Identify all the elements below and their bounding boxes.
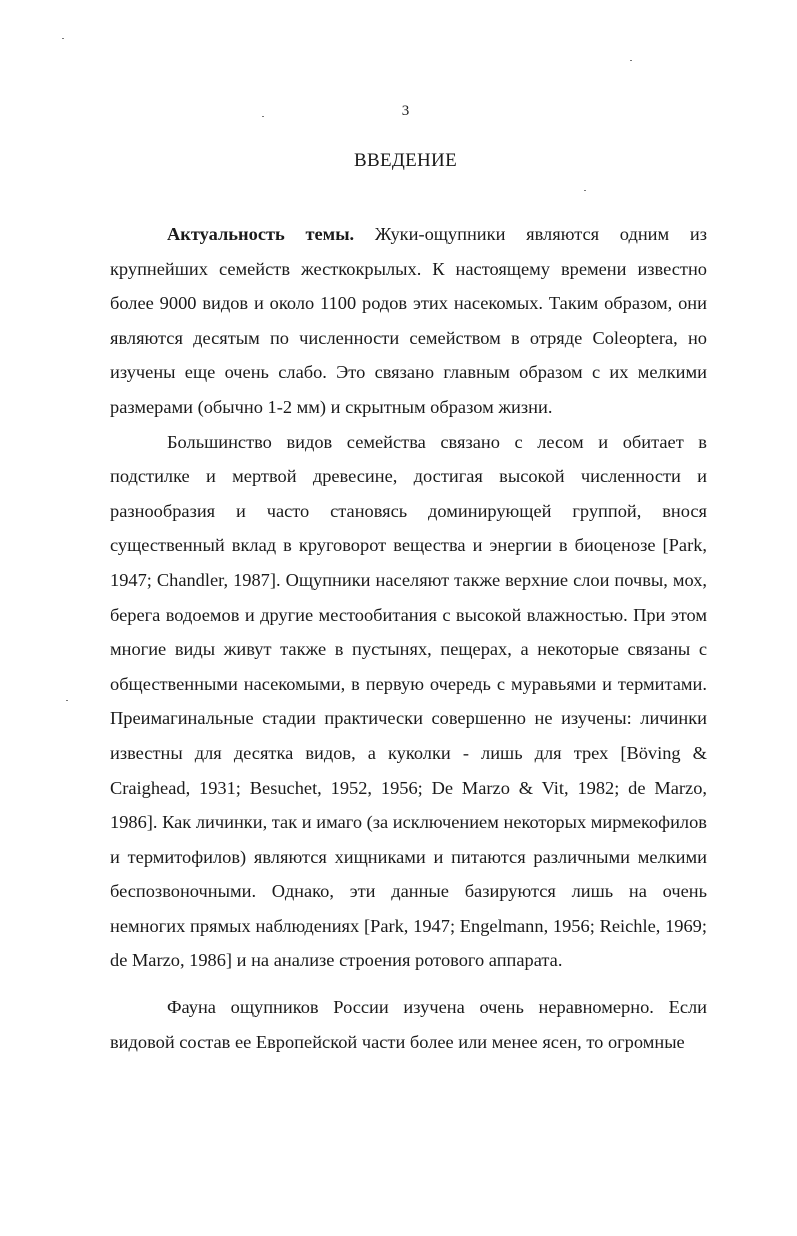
section-heading: ВВЕДЕНИЕ [354, 150, 457, 171]
page-number: 3 [401, 103, 410, 119]
paragraph-fauna: Фауна ощупников России изучена очень неравномерно. Если видовой состав ее Европейской части более или менее ясен, то огромные [110, 997, 707, 1052]
scan-speck [262, 116, 264, 117]
paragraph-habitat: Большинство видов семейства связано с лесом и обитает в подстилке и мертвой древесине, достигая высокой численности и разнообразия и часто становясь доминирующей группой, внося существенный вклад в круговорот вещества и энергии в биоценозе [Park, 1947; Chandler, 1987]. Ощупники населяют также верхние слои почвы, мох, берега водоемов и другие местообитания с высокой влажностью. При этом многие виды живут также в пустынях, пещерах, а некоторые связаны с общественными насекомыми, в первую очередь с муравьями и термитами. Преимагинальные стадии практически совершенно не изучены: личинки известны для десятка видов, а куколки - лишь для трех [Böving & Craighead, 1931; Besuchet, 1952, 1956; De Marzo & Vit, 1982; de Marzo, 1986]. Как личинки, так и имаго (за исключением некоторых мирмекофилов и термитофилов) являются хищниками и питаются различными мелкими беспозвоночными. Однако, эти данные базируются лишь на очень немногих прямых наблюдениях [Park, 1947; Engelmann, 1956; Reichle, 1969; de Marzo, 1986] и на анализе строения ротового аппарата. [110, 431, 707, 971]
scan-speck [584, 190, 586, 191]
body-text [110, 217, 707, 1059]
scan-speck [62, 38, 64, 39]
paragraph-lead: Актуальность темы. [167, 224, 355, 244]
scan-speck [66, 700, 68, 701]
scan-speck [630, 60, 632, 61]
paragraph-relevance [110, 217, 707, 425]
paragraph-text: Жуки-ощупники являются одним из крупнейших семейств жесткокрылых. К настоящему времени известно более 9000 видов и около 1100 родов этих насекомых. Таким образом, они являются десятым по численности семейством в отряде Coleoptera, но изучены еще очень слабо. Это связано главным образом с их мелкими размерами (обычно 1-2 мм) и скрытным образом жизни. [110, 224, 707, 417]
